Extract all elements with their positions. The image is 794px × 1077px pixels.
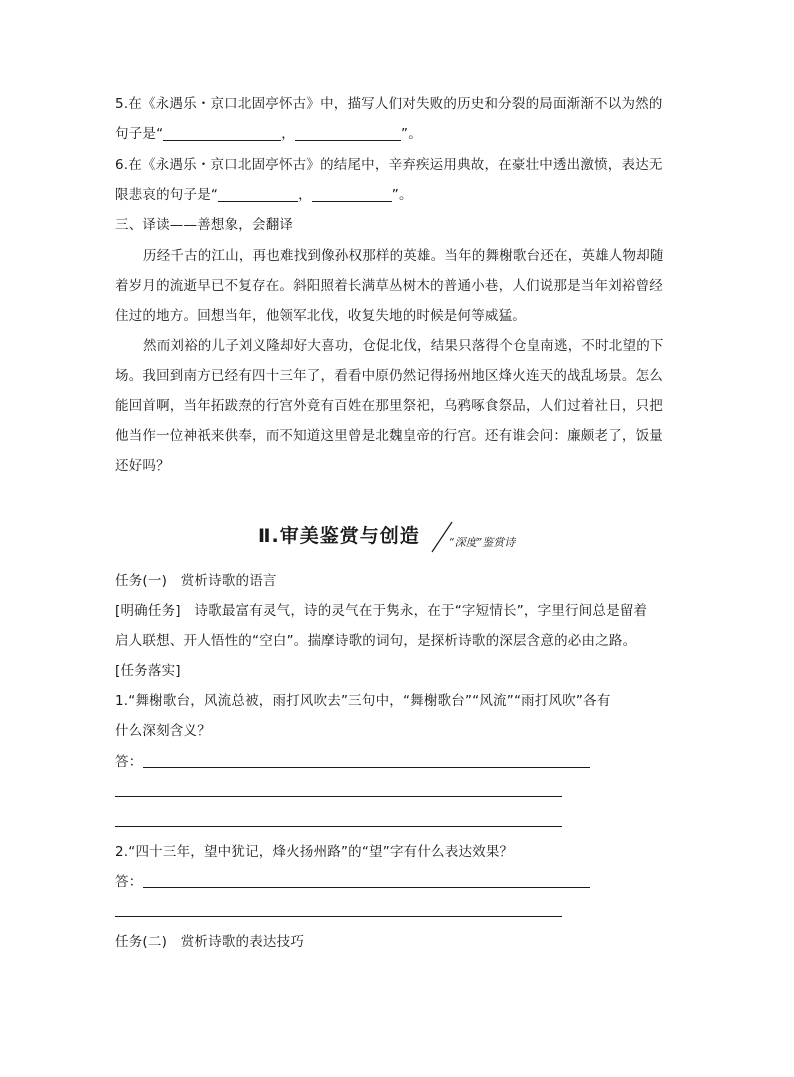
question-6-line2: 限悲哀的句子是“ ， ”。	[115, 187, 413, 203]
answer-label: 答：	[115, 874, 143, 890]
task-1-implement: [任务落实]	[115, 663, 181, 679]
para1-line: 历经千古的江山，再也难找到像孙权那样的英雄。当年的舞榭歌台还在，英雄人物却随	[143, 248, 664, 264]
para2-line: 然而刘裕的儿子刘义隆却好大喜功，仓促北伐，结果只落得个仓皇南逃，不时北望的下	[143, 338, 664, 354]
para2-line: 能回首啊，当年拓跋焘的行宫外竟有百姓在那里祭祀，乌鸦啄食祭品，人们过着社日，只把	[115, 398, 663, 414]
fill-blank[interactable]	[218, 187, 298, 202]
fill-blank[interactable]	[295, 126, 401, 141]
fill-blank[interactable]	[312, 187, 392, 202]
task-1-q1-line: 1.“舞榭歌台，风流总被，雨打风吹去”三句中，“舞榭歌台”“风流”“雨打风吹”各有	[115, 693, 611, 709]
question-5-line1: 5.在《永遇乐・京口北固亭怀古》中，描写人们对失败的历史和分裂的局面渐渐不以为然的	[115, 96, 663, 112]
answer-label: 答：	[115, 754, 143, 770]
task-1-title: 任务(一) 赏析诗歌的语言	[115, 573, 277, 589]
task-1-clarify-line: 启人联想、开人悟性的“空白”。揣摩诗歌的词句，是探析诗歌的深层含意的必由之路。	[115, 633, 637, 649]
para1-line: 住过的地方。回想当年，他领军北伐，收复失地的时候是何等威猛。	[115, 308, 526, 324]
task-1-q1-line: 什么深刻含义？	[115, 723, 211, 739]
answer-line[interactable]	[143, 767, 590, 768]
answer-line[interactable]	[115, 916, 562, 917]
para2-line: 还好吗？	[115, 458, 170, 474]
answer-line[interactable]	[115, 796, 562, 797]
part-2-title: Ⅱ.审美鉴赏与创造	[258, 525, 420, 547]
para1-line: 着岁月的流逝早已不复存在。斜阳照着长满草丛树木的普通小巷，人们说那是当年刘裕曾经	[115, 278, 663, 294]
para2-line: 场。我回到南方已经有四十三年了，看看中原仍然记得扬州地区烽火连天的战乱场景。怎么	[115, 368, 663, 384]
task-1-clarify-line: [明确任务] 诗歌最富有灵气，诗的灵气在于隽永，在于“字短情长”，字里行间总是留着	[115, 603, 648, 619]
task-1-q2: 2.“四十三年，望中犹记，烽火扬州路”的“望”字有什么表达效果？	[115, 844, 514, 860]
question-5-line2: 句子是“ ， ”。	[115, 126, 422, 142]
answer-line[interactable]	[143, 887, 590, 888]
section-3-title: 三、译读——善想象，会翻译	[115, 217, 294, 233]
answer-line[interactable]	[115, 826, 562, 827]
fill-blank[interactable]	[163, 126, 281, 141]
question-6-line1: 6.在《永遇乐・京口北固亭怀古》的结尾中，辛弃疾运用典故，在豪壮中透出激愤，表达无	[115, 157, 663, 173]
task-2-title: 任务(二) 赏析诗歌的表达技巧	[115, 934, 305, 950]
part-2-tagline: “深度”鉴赏诗	[449, 536, 516, 549]
para2-line: 他当作一位神祇来供奉，而不知道这里曾是北魏皇帝的行宫。还有谁会问：廉颇老了，饭量	[115, 428, 663, 444]
